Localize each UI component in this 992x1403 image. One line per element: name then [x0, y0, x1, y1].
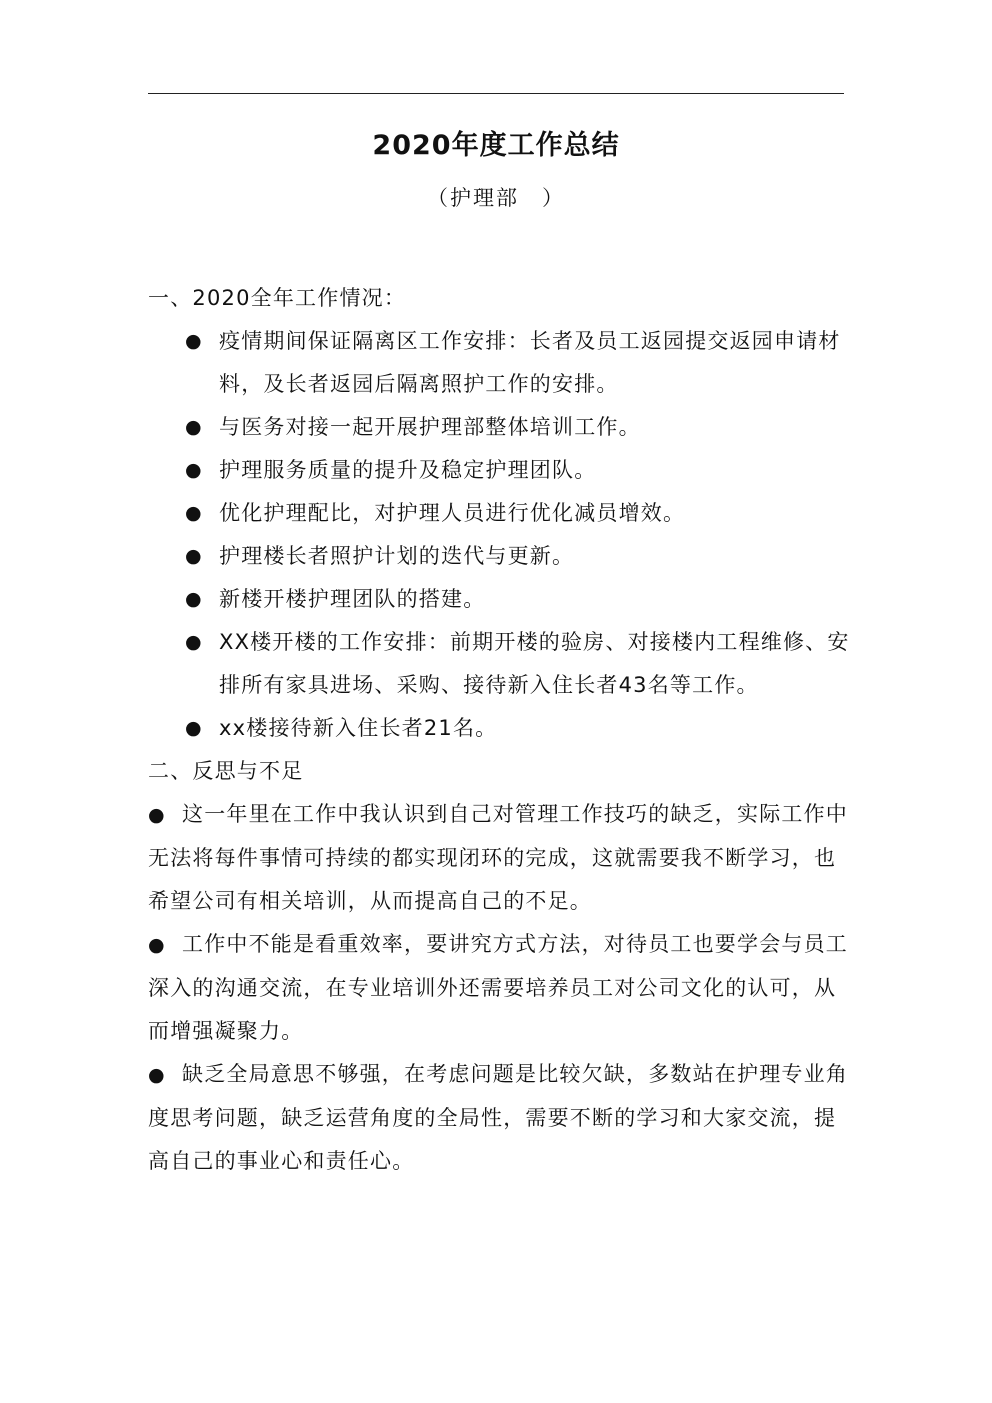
bullet-icon: ●	[185, 631, 203, 653]
list-item	[148, 621, 858, 707]
list-item	[148, 578, 858, 621]
list-item-text: xx楼接待新入住长者21名。	[219, 716, 498, 740]
bullet-icon: ●	[185, 717, 203, 739]
bullet-icon: ●	[185, 502, 203, 524]
paragraph-text: 这一年里在工作中我认识到自己对管理工作技巧的缺乏，实际工作中无法将每件事情可持续的都实现闭环的完成，这就需要我不断学习，也希望公司有相关培训，从而提高自己的不足。	[148, 802, 848, 913]
work-items-list	[148, 320, 858, 750]
paragraph-text: 工作中不能是看重效率，要讲究方式方法，对待员工也要学会与员工深入的沟通交流，在专业培训外还需要培养员工对公司文化的认可，从而增强凝聚力。	[148, 932, 848, 1043]
list-item-text: 优化护理配比，对护理人员进行优化减员增效。	[219, 501, 686, 525]
list-item-text: 护理服务质量的提升及稳定护理团队。	[219, 458, 597, 482]
header-rule	[148, 93, 844, 94]
list-item	[148, 707, 858, 750]
document-subtitle: （护理部 ）	[427, 186, 565, 210]
list-item	[148, 535, 858, 578]
bullet-icon: ●	[148, 804, 166, 826]
bullet-icon: ●	[185, 330, 203, 352]
list-item-text: 疫情期间保证隔离区工作安排：长者及员工返园提交返园申请材料，及长者返园后隔离照护工作的安排。	[219, 329, 841, 396]
section-heading-work-summary: 一、2020全年工作情况：	[148, 286, 407, 310]
list-item	[148, 320, 858, 406]
list-item-text: 新楼开楼护理团队的搭建。	[219, 587, 486, 611]
list-item-text: XX楼开楼的工作安排：前期开楼的验房、对接楼内工程维修、安排所有家具进场、采购、接待新入住长者43名等工作。	[219, 630, 850, 697]
paragraph-text: 缺乏全局意思不够强，在考虑问题是比较欠缺，多数站在护理专业角度思考问题，缺乏运营角度的全局性，需要不断的学习和大家交流，提高自己的事业心和责任心。	[148, 1062, 848, 1173]
list-item-text: 护理楼长者照护计划的迭代与更新。	[219, 544, 575, 568]
list-item	[148, 449, 858, 492]
bullet-icon: ●	[185, 545, 203, 567]
list-item	[148, 406, 858, 449]
bullet-icon: ●	[148, 1064, 166, 1086]
bullet-icon: ●	[148, 934, 166, 956]
bullet-icon: ●	[185, 588, 203, 610]
reflection-paragraph	[148, 1053, 858, 1183]
document-body	[148, 277, 858, 1183]
bullet-icon: ●	[185, 416, 203, 438]
list-item	[148, 492, 858, 535]
bullet-icon: ●	[185, 459, 203, 481]
reflection-paragraph	[148, 923, 858, 1053]
section-heading-reflection: 二、反思与不足	[148, 759, 304, 783]
list-item-text: 与医务对接一起开展护理部整体培训工作。	[219, 415, 641, 439]
reflection-paragraph	[148, 793, 858, 923]
document-title: 2020年度工作总结	[372, 130, 620, 161]
